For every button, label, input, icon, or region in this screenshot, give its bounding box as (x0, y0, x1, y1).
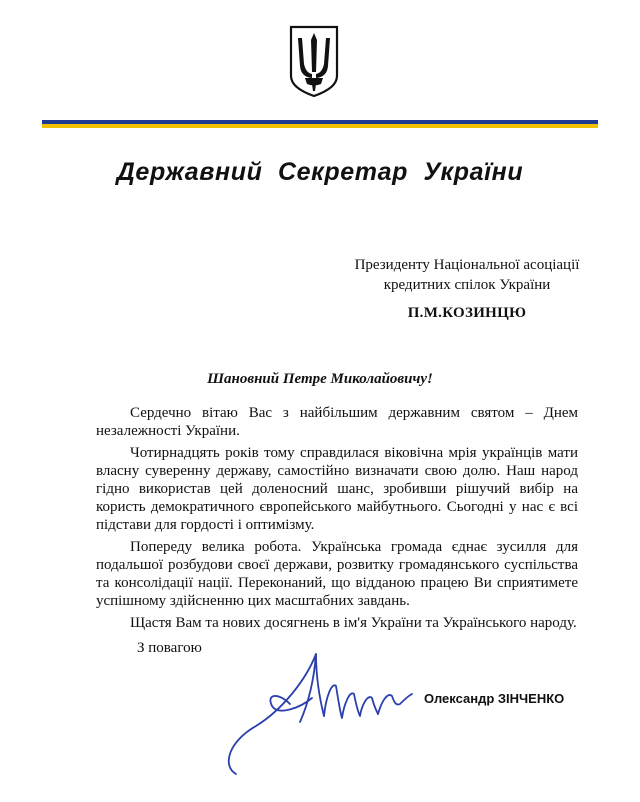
addressee-line-1: Президенту Національної асоціації (354, 257, 580, 273)
body-paragraph-2: Чотирнадцять років тому справдилася віковічна мрія українців мати власну суверенну державу, самостійно визначати свою долю. Наш народ гідно використав цей доленосний шанс, зробивши рішучий вибір на користь демократичного європейського майбутнього. Сьогодні у нас є всі підстави для гордості і оптимізму. (96, 445, 578, 533)
body-paragraph-3: Попереду велика робота. Українська громада єднає зусилля для подальшої розбудови своєї держави, розвитку громадянського суспільства та консолідації нації. Переконаний, що відданою працею Ви сприятимете успішному здійсненню цих масштабних завдань. (96, 539, 578, 609)
signer-name: Олександр ЗІНЧЕНКО (424, 691, 565, 706)
addressee-block (330, 255, 604, 295)
closing-text: З повагою (137, 640, 202, 656)
trident-emblem-icon (288, 24, 340, 98)
body-paragraph-4: Щастя Вам та нових досягнень в ім'я України та Українського народу. (130, 615, 577, 631)
letter-body (96, 404, 578, 636)
salutation: Шановний Петре Миколайовичу! (207, 371, 433, 387)
flag-stripe-yellow (42, 124, 598, 128)
sender-title: Державний Секретар України (116, 158, 524, 186)
addressee-line-2: кредитних спілок України (383, 277, 551, 293)
body-paragraph-1: Сердечно вітаю Вас з найбільшим державним святом – Днем незалежності України. (96, 405, 578, 439)
handwritten-signature-icon (216, 646, 418, 782)
addressee-name: П.М.КОЗИНЦЮ (407, 305, 527, 321)
